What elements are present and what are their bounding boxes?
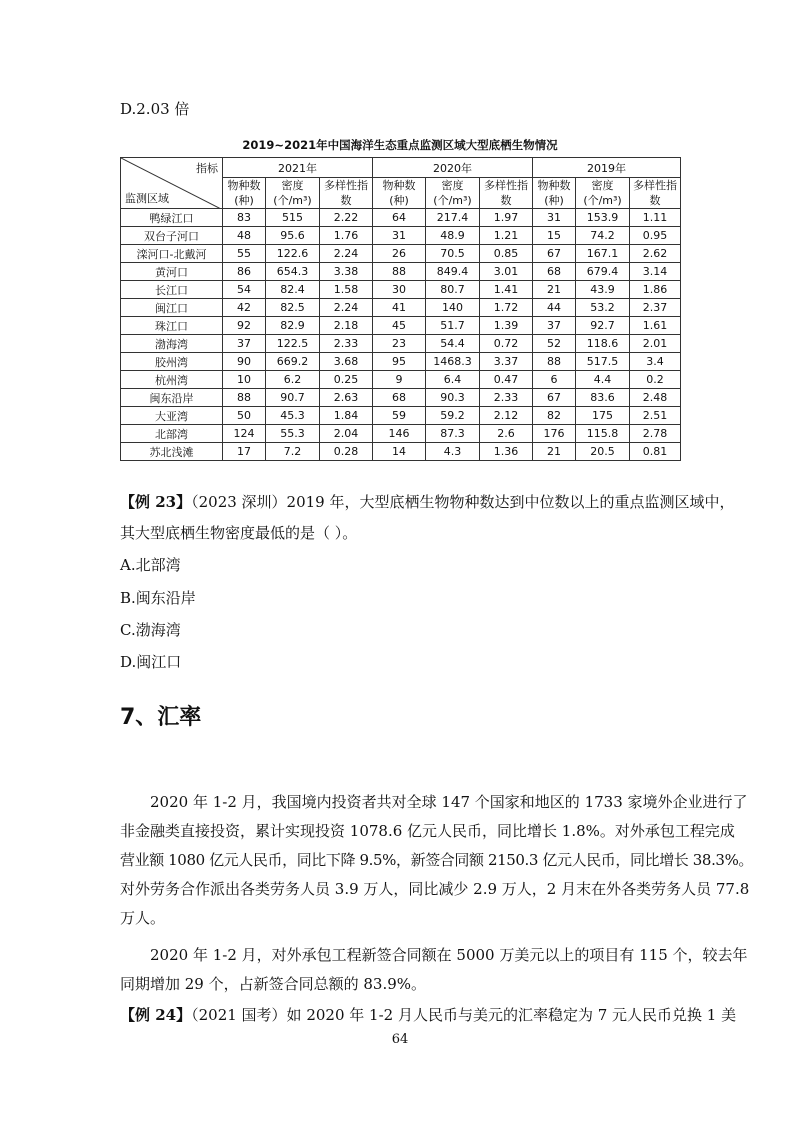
value-cell: 2.18 xyxy=(320,317,373,335)
value-cell: 3.37 xyxy=(480,353,533,371)
example-24-text: （2021 国考）如 2020 年 1-2 月人民币与美元的汇率稳定为 7 元人民币兑换 1 美 xyxy=(191,1006,737,1024)
example-23-line-1 xyxy=(120,492,735,512)
value-cell: 167.1 xyxy=(576,245,630,263)
value-cell: 3.68 xyxy=(320,353,373,371)
value-cell: 2.22 xyxy=(320,209,373,227)
region-cell: 苏北浅滩 xyxy=(121,443,223,461)
value-cell: 2.24 xyxy=(320,299,373,317)
value-cell: 1.11 xyxy=(630,209,681,227)
value-cell: 54 xyxy=(223,281,266,299)
value-cell: 2.62 xyxy=(630,245,681,263)
paragraph-1-line-4: 对外劳务合作派出各类劳务人员 3.9 万人，同比减少 2.9 万人，2 月末在外各类劳务人员 77.8 xyxy=(120,880,750,898)
value-cell: 2.12 xyxy=(480,407,533,425)
value-cell: 82.4 xyxy=(266,281,320,299)
value-cell: 68 xyxy=(373,389,426,407)
value-cell: 2.01 xyxy=(630,335,681,353)
value-cell: 654.3 xyxy=(266,263,320,281)
year-header-2019: 2019年 xyxy=(533,158,681,178)
table-row xyxy=(121,317,681,335)
region-cell: 胶州湾 xyxy=(121,353,223,371)
example-23-text-1: （2023 深圳）2019 年，大型底栖生物物种数达到中位数以上的重点监测区域中， xyxy=(191,493,735,511)
sub-header-line2: (个/m³) xyxy=(426,193,480,209)
sub-header-line1: 密度 xyxy=(576,178,630,194)
paragraph-2-line-1: 2020 年 1-2 月，对外承包工程新签合同额在 5000 万美元以上的项目有 115 个，较去年 xyxy=(150,946,748,964)
region-cell: 黄河口 xyxy=(121,263,223,281)
value-cell: 10 xyxy=(223,371,266,389)
value-cell: 48.9 xyxy=(426,227,480,245)
region-cell: 滦河口-北戴河 xyxy=(121,245,223,263)
value-cell: 20.5 xyxy=(576,443,630,461)
value-cell: 3.4 xyxy=(630,353,681,371)
paragraph-1-line-2: 非金融类直接投资，累计实现投资 1078.6 亿元人民币，同比增长 1.8%。对外承包工程完成 xyxy=(120,822,735,840)
value-cell: 26 xyxy=(373,245,426,263)
table-row xyxy=(121,371,681,389)
value-cell: 21 xyxy=(533,281,576,299)
value-cell: 41 xyxy=(373,299,426,317)
value-cell: 1.97 xyxy=(480,209,533,227)
option-d: D.闽江口 xyxy=(120,653,182,671)
value-cell: 50 xyxy=(223,407,266,425)
value-cell: 90.7 xyxy=(266,389,320,407)
table-row xyxy=(121,281,681,299)
table-row xyxy=(121,299,681,317)
table-title: 2019~2021年中国海洋生态重点监测区域大型底栖生物情况 xyxy=(242,138,558,152)
paragraph-1-line-3: 营业额 1080 亿元人民币，同比下降 9.5%，新签合同额 2150.3 亿元人民币，同比增长 38.3%。 xyxy=(120,851,754,869)
value-cell: 140 xyxy=(426,299,480,317)
value-cell: 88 xyxy=(373,263,426,281)
region-cell: 珠江口 xyxy=(121,317,223,335)
value-cell: 517.5 xyxy=(576,353,630,371)
value-cell: 70.5 xyxy=(426,245,480,263)
year-header-2021: 2021年 xyxy=(223,158,373,178)
value-cell: 1468.3 xyxy=(426,353,480,371)
sub-header-line2: 数 xyxy=(630,193,681,209)
value-cell: 83 xyxy=(223,209,266,227)
option-b: B.闽东沿岸 xyxy=(120,589,196,607)
value-cell: 82 xyxy=(533,407,576,425)
value-cell: 95 xyxy=(373,353,426,371)
value-cell: 0.2 xyxy=(630,371,681,389)
value-cell: 23 xyxy=(373,335,426,353)
value-cell: 0.28 xyxy=(320,443,373,461)
value-cell: 0.85 xyxy=(480,245,533,263)
value-cell: 74.2 xyxy=(576,227,630,245)
value-cell: 68 xyxy=(533,263,576,281)
section-heading: 7、汇率 xyxy=(120,705,202,730)
value-cell: 52 xyxy=(533,335,576,353)
example-23-line-2: 其大型底栖生物密度最低的是（ ）。 xyxy=(120,524,358,542)
value-cell: 176 xyxy=(533,425,576,443)
sub-header-line1: 物种数 xyxy=(223,178,266,194)
value-cell: 217.4 xyxy=(426,209,480,227)
value-cell: 0.47 xyxy=(480,371,533,389)
value-cell: 83.6 xyxy=(576,389,630,407)
value-cell: 95.6 xyxy=(266,227,320,245)
paragraph-1-line-1: 2020 年 1-2 月，我国境内投资者共对全球 147 个国家和地区的 1733 家境外企业进行了 xyxy=(150,793,748,811)
year-header-2020: 2020年 xyxy=(373,158,533,178)
value-cell: 122.6 xyxy=(266,245,320,263)
value-cell: 3.38 xyxy=(320,263,373,281)
region-cell: 大亚湾 xyxy=(121,407,223,425)
value-cell: 15 xyxy=(533,227,576,245)
value-cell: 1.86 xyxy=(630,281,681,299)
value-cell: 1.39 xyxy=(480,317,533,335)
value-cell: 2.51 xyxy=(630,407,681,425)
value-cell: 2.63 xyxy=(320,389,373,407)
region-cell: 鸭绿江口 xyxy=(121,209,223,227)
table-row xyxy=(121,209,681,227)
value-cell: 1.36 xyxy=(480,443,533,461)
value-cell: 4.3 xyxy=(426,443,480,461)
value-cell: 3.01 xyxy=(480,263,533,281)
example-23-label: 【例 23】 xyxy=(120,493,192,511)
sub-header-line1: 多样性指 xyxy=(320,178,373,194)
value-cell: 3.14 xyxy=(630,263,681,281)
option-c: C.渤海湾 xyxy=(120,621,181,639)
value-cell: 175 xyxy=(576,407,630,425)
value-cell: 515 xyxy=(266,209,320,227)
value-cell: 87.3 xyxy=(426,425,480,443)
value-cell: 55 xyxy=(223,245,266,263)
value-cell: 17 xyxy=(223,443,266,461)
value-cell: 82.9 xyxy=(266,317,320,335)
value-cell: 64 xyxy=(373,209,426,227)
example-24-label: 【例 24】 xyxy=(120,1006,192,1024)
value-cell: 2.37 xyxy=(630,299,681,317)
value-cell: 92.7 xyxy=(576,317,630,335)
value-cell: 31 xyxy=(373,227,426,245)
corner-label-region: 监测区域 xyxy=(125,192,169,205)
region-cell: 杭州湾 xyxy=(121,371,223,389)
paragraph-1 xyxy=(120,788,754,933)
option-d-previous: D.2.03 倍 xyxy=(120,100,190,118)
value-cell: 2.48 xyxy=(630,389,681,407)
sub-header-line2: 数 xyxy=(480,193,533,209)
value-cell: 146 xyxy=(373,425,426,443)
value-cell: 14 xyxy=(373,443,426,461)
value-cell: 90 xyxy=(223,353,266,371)
sub-header-line1: 多样性指 xyxy=(480,178,533,194)
value-cell: 2.04 xyxy=(320,425,373,443)
value-cell: 42 xyxy=(223,299,266,317)
value-cell: 88 xyxy=(533,353,576,371)
page-number: 64 xyxy=(391,1032,409,1047)
value-cell: 153.9 xyxy=(576,209,630,227)
value-cell: 67 xyxy=(533,245,576,263)
table-row xyxy=(121,263,681,281)
value-cell: 30 xyxy=(373,281,426,299)
value-cell: 6 xyxy=(533,371,576,389)
region-cell: 闽江口 xyxy=(121,299,223,317)
value-cell: 1.72 xyxy=(480,299,533,317)
region-cell: 闽东沿岸 xyxy=(121,389,223,407)
sub-header-line1: 多样性指 xyxy=(630,178,681,194)
region-cell: 长江口 xyxy=(121,281,223,299)
value-cell: 4.4 xyxy=(576,371,630,389)
value-cell: 2.78 xyxy=(630,425,681,443)
value-cell: 55.3 xyxy=(266,425,320,443)
value-cell: 1.21 xyxy=(480,227,533,245)
data-table xyxy=(120,157,681,461)
value-cell: 80.7 xyxy=(426,281,480,299)
value-cell: 669.2 xyxy=(266,353,320,371)
value-cell: 124 xyxy=(223,425,266,443)
value-cell: 67 xyxy=(533,389,576,407)
sub-header-line2: (个/m³) xyxy=(266,193,320,209)
value-cell: 1.58 xyxy=(320,281,373,299)
value-cell: 122.5 xyxy=(266,335,320,353)
table-row xyxy=(121,335,681,353)
value-cell: 45 xyxy=(373,317,426,335)
value-cell: 1.76 xyxy=(320,227,373,245)
sub-header-line1: 物种数 xyxy=(533,178,576,194)
value-cell: 45.3 xyxy=(266,407,320,425)
sub-header-line1: 密度 xyxy=(266,178,320,194)
value-cell: 90.3 xyxy=(426,389,480,407)
value-cell: 0.95 xyxy=(630,227,681,245)
table-row xyxy=(121,227,681,245)
sub-header-line1: 物种数 xyxy=(373,178,426,194)
table-row xyxy=(121,353,681,371)
option-a: A.北部湾 xyxy=(120,556,181,574)
value-cell: 1.61 xyxy=(630,317,681,335)
value-cell: 51.7 xyxy=(426,317,480,335)
value-cell: 82.5 xyxy=(266,299,320,317)
value-cell: 31 xyxy=(533,209,576,227)
region-cell: 双台子河口 xyxy=(121,227,223,245)
region-cell: 渤海湾 xyxy=(121,335,223,353)
value-cell: 1.84 xyxy=(320,407,373,425)
value-cell: 2.33 xyxy=(320,335,373,353)
table-row xyxy=(121,443,681,461)
table-row xyxy=(121,425,681,443)
value-cell: 849.4 xyxy=(426,263,480,281)
table-row xyxy=(121,389,681,407)
paragraph-2-line-2: 同期增加 29 个，占新签合同总额的 83.9%。 xyxy=(120,975,427,993)
corner-header-cell xyxy=(121,158,223,209)
paragraph-2 xyxy=(120,941,748,999)
value-cell: 92 xyxy=(223,317,266,335)
value-cell: 115.8 xyxy=(576,425,630,443)
sub-header-line2: (种) xyxy=(373,193,426,209)
sub-header-line2: (个/m³) xyxy=(576,193,630,209)
example-24-line xyxy=(120,1005,736,1025)
table-row xyxy=(121,407,681,425)
value-cell: 48 xyxy=(223,227,266,245)
value-cell: 9 xyxy=(373,371,426,389)
value-cell: 88 xyxy=(223,389,266,407)
value-cell: 0.25 xyxy=(320,371,373,389)
value-cell: 2.24 xyxy=(320,245,373,263)
sub-header-line2: (种) xyxy=(533,193,576,209)
value-cell: 59 xyxy=(373,407,426,425)
value-cell: 59.2 xyxy=(426,407,480,425)
value-cell: 1.41 xyxy=(480,281,533,299)
region-cell: 北部湾 xyxy=(121,425,223,443)
value-cell: 2.6 xyxy=(480,425,533,443)
value-cell: 6.2 xyxy=(266,371,320,389)
value-cell: 0.72 xyxy=(480,335,533,353)
value-cell: 118.6 xyxy=(576,335,630,353)
value-cell: 86 xyxy=(223,263,266,281)
value-cell: 44 xyxy=(533,299,576,317)
value-cell: 37 xyxy=(223,335,266,353)
paragraph-1-line-5: 万人。 xyxy=(120,909,166,927)
sub-header-line2: (种) xyxy=(223,193,266,209)
value-cell: 679.4 xyxy=(576,263,630,281)
value-cell: 7.2 xyxy=(266,443,320,461)
value-cell: 53.2 xyxy=(576,299,630,317)
table-row xyxy=(121,245,681,263)
value-cell: 0.81 xyxy=(630,443,681,461)
sub-header-line1: 密度 xyxy=(426,178,480,194)
corner-label-indicator: 指标 xyxy=(196,162,218,175)
value-cell: 54.4 xyxy=(426,335,480,353)
sub-header-line2: 数 xyxy=(320,193,373,209)
value-cell: 37 xyxy=(533,317,576,335)
value-cell: 21 xyxy=(533,443,576,461)
value-cell: 43.9 xyxy=(576,281,630,299)
value-cell: 6.4 xyxy=(426,371,480,389)
value-cell: 2.33 xyxy=(480,389,533,407)
